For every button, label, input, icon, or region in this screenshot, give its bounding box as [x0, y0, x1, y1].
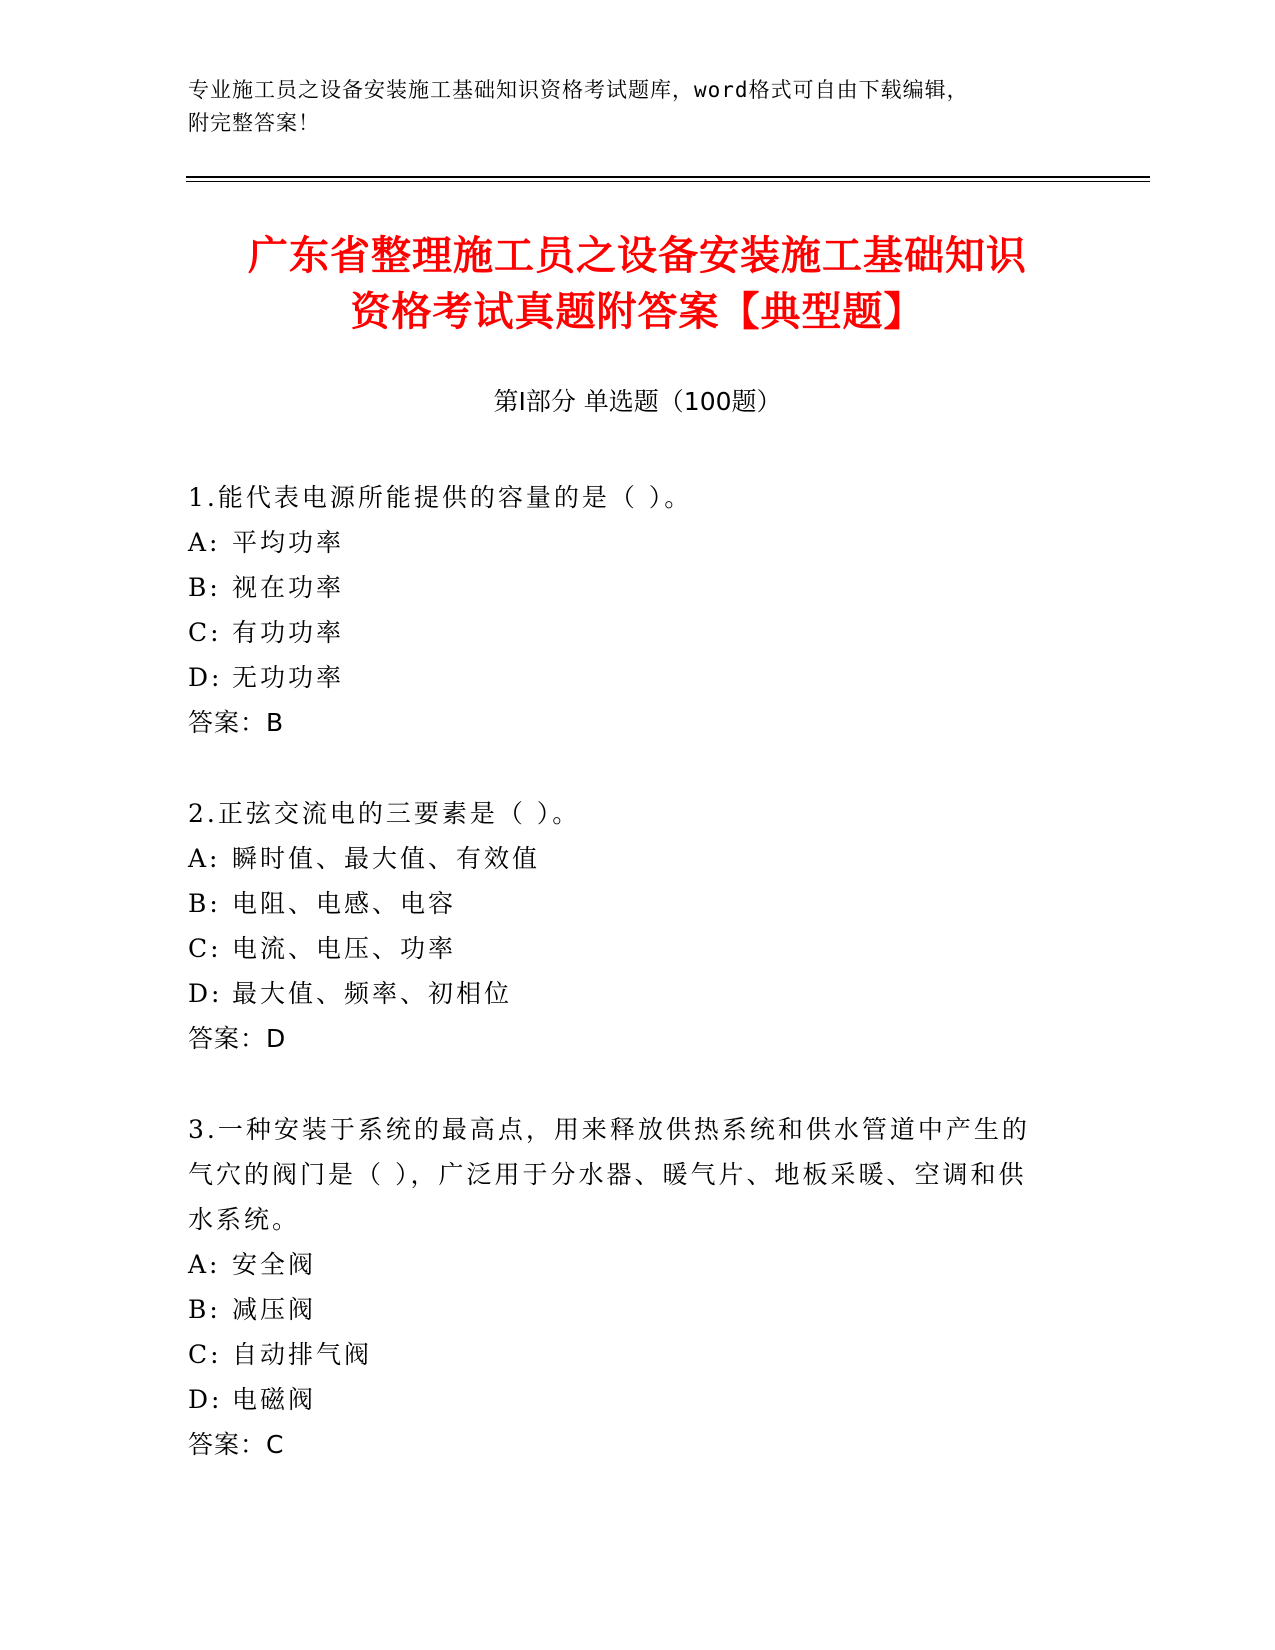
option-text: 瞬时值、最大值、有效值 — [232, 844, 541, 873]
question-option — [188, 836, 1088, 881]
header-note — [188, 74, 1088, 140]
question-option — [188, 926, 1088, 971]
question-option — [188, 655, 1088, 700]
option-text: 电阻、电感、电容 — [232, 889, 457, 918]
question-item — [188, 791, 1088, 1061]
option-key: B: — [188, 889, 221, 918]
option-text: 视在功率 — [232, 573, 345, 602]
option-text: 电流、电压、功率 — [232, 934, 457, 963]
question-stem: 2.正弦交流电的三要素是（ ）。 — [188, 799, 581, 828]
question-option — [188, 520, 1088, 565]
option-key: D: — [188, 979, 223, 1008]
header-divider-thick — [186, 176, 1150, 178]
question-answer: 答案：D — [188, 1024, 287, 1053]
option-key: B: — [188, 1295, 221, 1324]
option-text: 最大值、频率、初相位 — [232, 979, 513, 1008]
question-item — [188, 475, 1088, 745]
option-key: C: — [188, 1340, 222, 1369]
question-option — [188, 565, 1088, 610]
header-note-line: 专业施工员之设备安装施工基础知识资格考试题库，word格式可自由下载编辑， — [188, 78, 969, 102]
question-stem: 气穴的阀门是（ ），广泛用于分水器、暖气片、地板采暖、空调和供 — [188, 1160, 1027, 1189]
header-note-line: 附完整答案！ — [188, 111, 320, 135]
question-answer: 答案：C — [188, 1430, 285, 1459]
option-text: 安全阀 — [232, 1250, 317, 1279]
option-text: 自动排气阀 — [232, 1340, 373, 1369]
question-stem: 水系统。 — [188, 1205, 301, 1234]
option-text: 无功功率 — [232, 663, 345, 692]
section-heading: 第Ⅰ部分 单选题（100题） — [493, 387, 782, 416]
document-title — [150, 228, 1125, 340]
question-stem: 1.能代表电源所能提供的容量的是（ ）。 — [188, 483, 693, 512]
option-key: A: — [188, 528, 221, 557]
question-stem: 3.一种安装于系统的最高点，用来释放供热系统和供水管道中产生的 — [188, 1115, 1030, 1144]
document-title-line: 广东省整理施工员之设备安装施工基础知识 — [248, 233, 1027, 279]
question-option — [188, 1242, 1088, 1287]
option-text: 电磁阀 — [232, 1385, 317, 1414]
option-key: D: — [188, 663, 223, 692]
document-title-line: 资格考试真题附答案【典型题】 — [350, 289, 925, 335]
question-option — [188, 881, 1088, 926]
question-answer: 答案：B — [188, 708, 285, 737]
question-list — [188, 475, 1088, 1513]
question-option — [188, 1287, 1088, 1332]
question-item — [188, 1107, 1088, 1467]
option-key: D: — [188, 1385, 223, 1414]
option-text: 减压阀 — [232, 1295, 317, 1324]
question-option — [188, 610, 1088, 655]
option-key: B: — [188, 573, 221, 602]
option-key: C: — [188, 618, 222, 647]
option-key: C: — [188, 934, 222, 963]
option-key: A: — [188, 1250, 221, 1279]
header-divider-thin — [186, 181, 1150, 182]
option-text: 平均功率 — [232, 528, 345, 557]
question-option — [188, 1332, 1088, 1377]
question-option — [188, 971, 1088, 1016]
option-key: A: — [188, 844, 221, 873]
question-option — [188, 1377, 1088, 1422]
option-text: 有功功率 — [232, 618, 345, 647]
